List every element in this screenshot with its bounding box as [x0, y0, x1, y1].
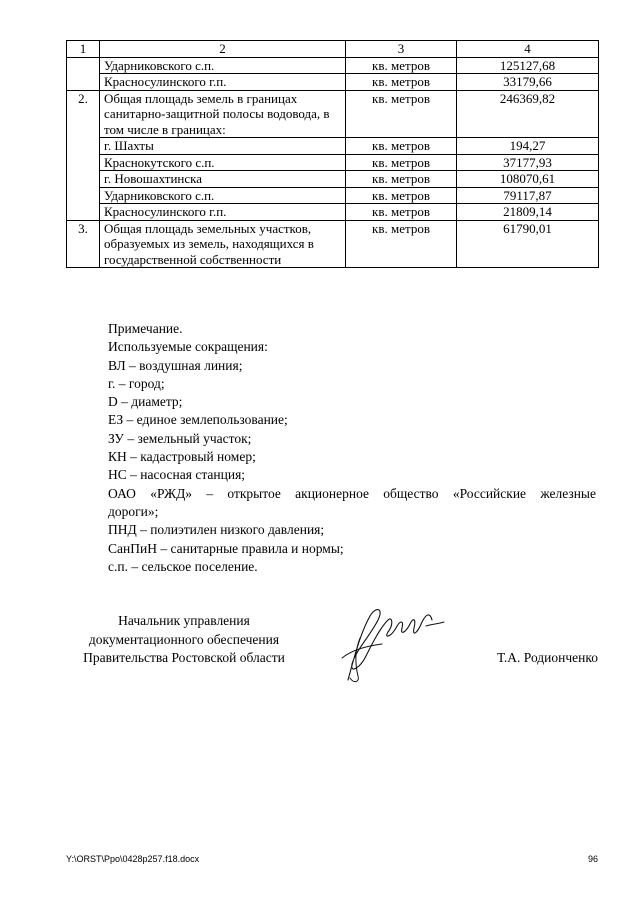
note-item: СанПиН – санитарные правила и нормы;	[108, 540, 344, 556]
note-item: г. – город;	[108, 375, 165, 391]
row-number	[67, 187, 100, 204]
row-number	[67, 74, 100, 91]
row-value: 194,27	[457, 138, 599, 155]
row-unit: кв. метров	[346, 204, 457, 221]
row-number	[67, 204, 100, 221]
row-name: г. Новошахтинска	[100, 171, 346, 188]
row-number	[67, 138, 100, 155]
row-number	[67, 57, 100, 74]
handwritten-signature	[330, 598, 450, 688]
note-item: D – диаметр;	[108, 394, 183, 410]
signatory-title-line: Начальник управления	[118, 613, 250, 628]
table-row	[67, 171, 599, 188]
note-item: ЗУ – земельный участок;	[108, 430, 252, 446]
row-value: 108070,61	[457, 171, 599, 188]
row-number: 2.	[67, 90, 100, 138]
table-row	[67, 90, 599, 138]
row-name: Общая площадь земель в границах санитарно-защитной полосы водовода, в том числе в границах:	[100, 90, 346, 138]
note-title: Примечание.	[108, 321, 183, 336]
table-row	[67, 57, 599, 74]
note-item: КН – кадастровый номер;	[108, 449, 256, 465]
row-value: 21809,14	[457, 204, 599, 221]
note-item: ВЛ – воздушная линия;	[108, 357, 243, 373]
header-cell: 4	[457, 41, 599, 58]
signatory-title-line: документационного обеспечения	[88, 631, 280, 647]
footer-file-path: Y:\ORST\Ppo\0428p257.f18.docx	[66, 854, 200, 864]
row-value: 125127,68	[457, 57, 599, 74]
header-cell: 2	[100, 41, 346, 58]
note-item: ЕЗ – единое землепользование;	[108, 412, 288, 428]
row-number: 3.	[67, 220, 100, 268]
land-area-table	[66, 40, 599, 268]
note-item: ОАО «РЖД» – открытое акционерное общество «Российские железные	[108, 485, 596, 501]
table-row	[67, 154, 599, 171]
header-cell: 3	[346, 41, 457, 58]
note-item: с.п. – сельское поселение.	[108, 558, 258, 574]
row-value: 246369,82	[457, 90, 599, 138]
table-row	[67, 74, 599, 91]
table-row	[67, 220, 599, 268]
row-unit: кв. метров	[346, 154, 457, 171]
table-row	[67, 204, 599, 221]
note-item: ПНД – полиэтилен низкого давления;	[108, 522, 325, 538]
signatory-title-line: Правительства Ростовской области	[83, 650, 285, 665]
header-cell: 1	[67, 41, 100, 58]
signatory-title	[66, 612, 302, 668]
note-item: НС – насосная станция;	[108, 467, 246, 483]
table-row	[67, 138, 599, 155]
row-value: 37177,93	[457, 154, 599, 171]
row-unit: кв. метров	[346, 90, 457, 138]
note-item: дороги»;	[108, 503, 159, 519]
row-name: Ударниковского с.п.	[100, 187, 346, 204]
row-unit: кв. метров	[346, 220, 457, 268]
row-unit: кв. метров	[346, 187, 457, 204]
row-unit: кв. метров	[346, 57, 457, 74]
note-intro: Используемые сокращения:	[108, 339, 268, 355]
row-value: 33179,66	[457, 74, 599, 91]
row-name: Красносулинского г.п.	[100, 204, 346, 221]
row-name: Общая площадь земельных участков, образуемых из земель, находящихся в государственной собственности	[100, 220, 346, 268]
table-header-row	[67, 41, 599, 58]
abbreviations-note	[108, 320, 596, 576]
table-row	[67, 187, 599, 204]
row-name: Ударниковского с.п.	[100, 57, 346, 74]
row-unit: кв. метров	[346, 171, 457, 188]
row-unit: кв. метров	[346, 74, 457, 91]
signatory-name: Т.А. Родионченко	[497, 650, 598, 665]
row-number	[67, 154, 100, 171]
row-name: г. Шахты	[100, 138, 346, 155]
row-number	[67, 171, 100, 188]
row-name: Краснокутского с.п.	[100, 154, 346, 171]
row-name: Красносулинского г.п.	[100, 74, 346, 91]
row-value: 61790,01	[457, 220, 599, 268]
row-value: 79117,87	[457, 187, 599, 204]
row-unit: кв. метров	[346, 138, 457, 155]
page-number: 96	[587, 854, 598, 864]
